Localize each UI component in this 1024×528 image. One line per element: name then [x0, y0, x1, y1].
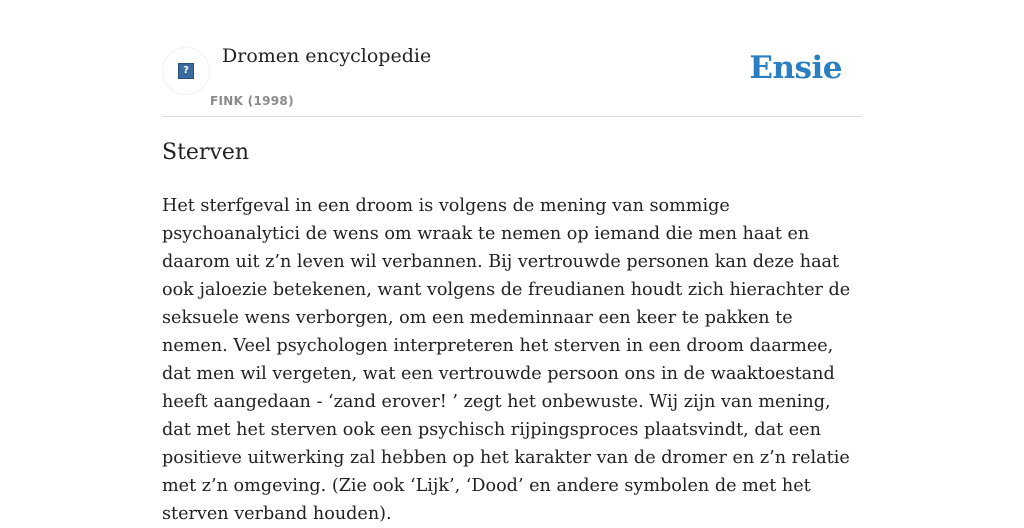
- source-title[interactable]: Dromen encyclopedie: [222, 45, 432, 67]
- entry-body: Het sterfgeval in een droom is volgens de mening van sommige psychoanalytici de wens om wraak te nemen op iemand die men haat en daarom uit z’n leven wil verbannen. Bij vertrouwde personen kan deze haat ook jaloezie betekenen, want volgens de freudianen houdt zich hierachter de seksuele wens verborgen, om een medeminnaar een keer te pakken te nemen. Veel psychologen interpreteren het sterven in een droom daarmee, dat men wil vergeten, wat een vertrouwde persoon ons in de waaktoestand heeft aangedaan - ‘zand erover! ’ zegt het onbewuste. Wij zijn van mening, dat met het sterven ook een psychisch rijpingsproces plaatsvindt, dat een positieve uitwerking zal hebben op het karakter van de dromer en z’n relatie met z’n omgeving. (Zie ook ‘Lijk’, ‘Dood’ en andere symbolen de met het sterven verband houden).: [162, 196, 851, 524]
- source-logo[interactable]: [162, 47, 210, 95]
- question-mark-icon: ?: [178, 63, 194, 79]
- page-header: [162, 0, 862, 117]
- entry-title: Sterven: [162, 140, 250, 165]
- ensie-logo-link[interactable]: Ensie: [749, 50, 842, 86]
- source-author: FINK (1998): [210, 94, 294, 108]
